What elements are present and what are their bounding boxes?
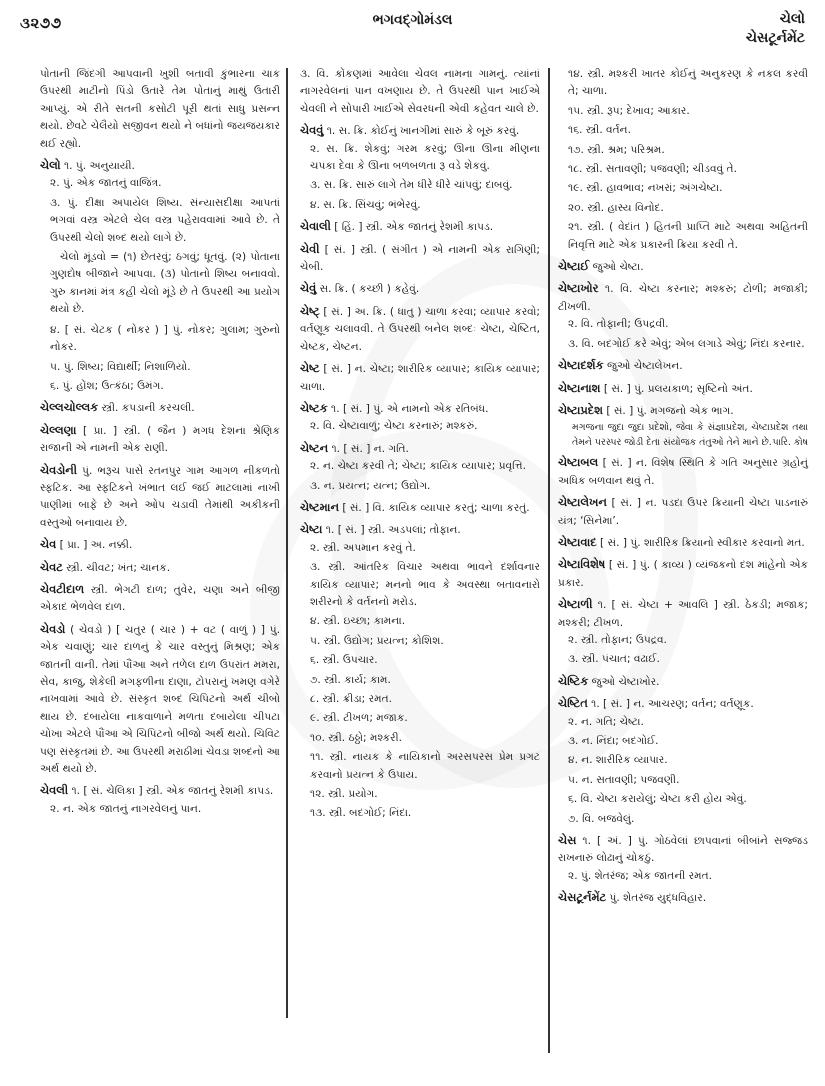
- sense: ૧૦. સ્ત્રી. ઠઠ્ઠો; મશ્કરી.: [310, 731, 402, 744]
- dictionary-entry: [300, 400, 540, 436]
- entry-line: [40, 536, 280, 554]
- headword: ચેષ્ટાપ્રદેશ: [558, 402, 603, 417]
- sense: ૯. સ્ત્રી. ટીખળ; મજાક.: [310, 712, 408, 725]
- sense: ૨૧. સ્ત્રી. ( વેદાંત ) હિતની પ્રાપ્તિ માટે અથવા અહિતની નિવૃત્તિ માટે એક પ્રકારની ક્રિયા કરવી તે.: [568, 221, 808, 251]
- entry-line: [40, 559, 280, 577]
- sense: ૧૬. સ્ત્રી. વર્તન.: [568, 124, 631, 137]
- entry-line: [300, 241, 540, 277]
- sense: ૧૮. સ્ત્રી. સતાવણી; પજવણી; ચીડવવું તે.: [568, 163, 737, 176]
- headword: ચેવલી: [40, 783, 69, 798]
- entry-line: [300, 521, 540, 539]
- headword: ચેસ: [558, 833, 577, 848]
- headword: ચેલ્લણા: [40, 422, 77, 437]
- sense: ૩. પું. દીક્ષા અપાયેલ શિષ્ય. સંન્યાસદીક્ષા આપતાં ભગવાં વસ્ત્ર એટલે ચેલ વસ્ત્ર પહેરાવવામાં આવે છે. તે ઉપરથી ચેલો શબ્દ થયો લાગે છે.: [50, 196, 280, 244]
- sense: ૨. વિ. ચેષ્ટાવાળું; ચેષ્ટા કરનારું; મશ્કરું.: [310, 420, 478, 433]
- dictionary-entry: [300, 241, 540, 277]
- headword: ચેવાલી: [300, 219, 331, 234]
- sense: ૨. ન. એક જાતનું નાગરવેલનું પાન.: [50, 802, 202, 815]
- definition: ૧. [ સં. ] ન. આચરણ; વર્તન; વર્તણૂક.: [591, 698, 754, 711]
- headword: ચેવ: [40, 537, 57, 552]
- entry-continuation: [558, 66, 808, 254]
- entry-line: [40, 621, 280, 779]
- headword: ચેષ્ટાલેખન: [558, 495, 607, 510]
- sense: ૭. વિ. બજવેલું.: [568, 812, 635, 825]
- dictionary-entry: [558, 673, 808, 691]
- definition: [ પ્રા. ] સ્ત્રી. ( જૈન ) મગધ દેશના શ્રેણિક રાજાની એ નામની એક રાણી.: [40, 424, 280, 455]
- dictionary-entry: [558, 258, 808, 276]
- entry-line: [40, 422, 280, 458]
- dictionary-entry: [40, 399, 280, 417]
- dictionary-entry: [300, 280, 540, 298]
- headword: ચેષ્ટાબલ: [558, 455, 599, 470]
- dictionary-entry: [40, 581, 280, 617]
- headword: ચેષ્ટાવાદ: [558, 534, 597, 549]
- definition: સ્ત્રી. ભેગટી દાળ; તુવેર, ચણા અને બીજી એકાદ ભેળવેલ દાળ.: [40, 583, 280, 614]
- definition: ( ચેવડો ) [ ચતુર ( ચાર ) + વટ ( વાળું ) ] પું. એક ચવાણું; ચાર દાળનું કે ચાર વસ્તુનું મિશ્રણ; એક જાતની વાની. તેમાં પૌંઆ અને તળેલ દાળ ઉપરાંત મમરા, સેવ, કાજુ, શેકેલી મગફળીના દાણા, ટોપરાનું ખમણ વગેરે નાખવામાં આવે છે. સંસ્કૃત શબ્દ ચિપિટનો અર્થ ચીબો થાય છે. દબાયેલા નાકવાળાને મળતા દબાયેલા ચીપટા ચોખા એટલે પૌંઆ એ ચિપિટનો બીજો અર્થ થયો. ચિવિટ પણ સંસ્કૃતમાં છે. આ ઉપરથી મરાઠીમાં ચેવડા શબ્દનો આ અર્થ થયો છે.: [40, 623, 280, 776]
- sense: ૧૪. સ્ત્રી. મશ્કરી ખાતર કોઈનું અનુકરણ કે નકલ કરવી તે; ચાળા.: [568, 68, 808, 98]
- headword: ચેષ્ટિક: [558, 673, 589, 688]
- sense: ૨. ન. ગતિ; ચેષ્ટા.: [568, 715, 644, 728]
- column-3: [558, 66, 808, 912]
- headword: ચેષ્ટા: [300, 522, 323, 537]
- dictionary-entry: [558, 889, 808, 907]
- sense: ૧૫. સ્ત્રી. રૂપ; દેખાવ; આકાર.: [568, 104, 690, 117]
- definition: [ સં. ] સ્ત્રી. ( સંગીત ) એ નામની એક રાગિણી; ચેબી.: [300, 243, 540, 274]
- guide-words: [746, 10, 805, 48]
- dictionary-entry: [40, 559, 280, 577]
- entry-line: [300, 400, 540, 418]
- sense: ૮. સ્ત્રી. ક્રીડા; રમત.: [310, 693, 392, 705]
- entry-line: [558, 534, 808, 552]
- dictionary-entry: [558, 695, 808, 828]
- definition: ૧. [ અં. ] પું. ગોઠવેલાં છાપવાનાં બીબાંને સજ્જડ રાખનારું લોઢાનું ચોકઠું.: [558, 835, 808, 865]
- dictionary-entry: [558, 280, 808, 353]
- headword: ચેષ્ટ્: [300, 303, 320, 318]
- dictionary-entry: [300, 122, 540, 214]
- entry-line: [558, 357, 808, 375]
- entry-line: [558, 258, 808, 276]
- idiom: ચેલો મૂંડવો = (૧) છેતરવું; ઠગવું; ધૂતવું. (૨) પોતાના ગુણદોષ બીજાને આપવા. (૩) પોતાનો શિષ્ય બનાવવો. ગુરુ કાનમાં મંત્ર કહી ચેલો મૂંડે છે તે ઉપરથી આ પ્રયોગ થયો છે.: [50, 251, 280, 316]
- guide-word-first: ચેલો: [779, 11, 805, 27]
- definition: ૧. [ સં. ] ન. ગતિ.: [331, 442, 409, 455]
- definition: ૧. [ સં. ચેલિકા ] સ્ત્રી. એક જાતનું રેશમી કાપડ.: [71, 785, 274, 798]
- dictionary-entry: [40, 782, 280, 818]
- sense: ૨. સ્ત્રી. અપમાન કરવું તે.: [310, 541, 416, 554]
- column-divider-right: [548, 68, 550, 1053]
- entry-line: [300, 280, 540, 298]
- definition: [ સં. ] વિ. કાયિક વ્યાપાર કરતું; ચાળા કરતું.: [342, 501, 530, 514]
- dictionary-entry: [300, 360, 540, 396]
- headword: ચેવડો: [40, 621, 66, 636]
- headword: ચેવટ: [40, 559, 63, 574]
- headword: ચેવી: [300, 241, 320, 256]
- dictionary-entry: [40, 462, 280, 533]
- entry-line: [300, 122, 540, 140]
- dictionary-entry: [558, 494, 808, 530]
- dictionary-entry: [558, 556, 808, 592]
- column-divider-left: [286, 68, 288, 1018]
- sense: ૧૧. સ્ત્રી. નાયક કે નાયિકાનો અરસપરસ પ્રેમ પ્રગટ કરવાનો પ્રયત્ન કે ઉપાય.: [310, 751, 540, 781]
- dictionary-entry: [558, 596, 808, 669]
- definition: સ્ત્રી. ચીવટ; ખંત; ચાનક.: [66, 561, 171, 574]
- sense: ૬. વિ. ચેષ્ટા કરાયેલું; ચેષ્ટા કરી હોય એવું.: [568, 793, 747, 806]
- sense: ૨. સ. ક્રિ. શેકવું; ગરમ કરવું; ઊના ઊના મીણના ચપકા દેવા કે ઊના બળબળતા રૂ વડે શેકવું.: [310, 142, 540, 173]
- headword: ચેષ્ટક: [300, 400, 328, 415]
- note-source: પારિ. કોષ: [772, 437, 808, 449]
- headword: ચેસટૂર્નમેંટ: [558, 890, 607, 905]
- dictionary-entry: [558, 534, 808, 552]
- definition: પું. શેતરંજ યુદ્ધવિહાર.: [609, 892, 707, 905]
- definition: સ. ક્રિ. ( કચ્છી ) કહેવું.: [319, 283, 420, 296]
- definition: [ પ્રા. ] અ. નક્કી.: [59, 539, 133, 552]
- sense: ૩. સ. ક્રિ. સારું લાગે તેમ ધીરે ધીરે ચાંપવું; દાબવું.: [310, 179, 513, 192]
- headword: ચેષ્ટાવિશેષ: [558, 557, 606, 572]
- entry-line: [558, 402, 808, 420]
- entry-line: [40, 66, 280, 153]
- sense: ૨. પું. શેતરંજ; એક જાતની રમત.: [568, 869, 712, 882]
- column-1: [40, 66, 280, 822]
- sense: ૨. પું. એક જાતનું વાજિંત્ર.: [50, 177, 162, 190]
- definition: ૧. પું. અનુયાયી.: [63, 160, 135, 173]
- headword: ચેવટીદાળ: [40, 581, 85, 596]
- headword: ચેષ્ટન: [300, 440, 329, 455]
- definition: ૧. [ સં. ચેષ્ટા + આવલિ ] સ્ત્રી. ઠેકડી; મજાક; મશ્કરી; ટીખળ.: [558, 599, 808, 629]
- headword: ચેવવું: [300, 123, 324, 138]
- sense: ૪. ન. શારીરિક વ્યાપાર.: [568, 754, 668, 767]
- entry-line: [40, 157, 280, 175]
- entry-line: [300, 218, 540, 236]
- sense: ૪. સ. ક્રિ. સિંચવું; ભંભેરવું.: [310, 198, 421, 211]
- definition: પોતાની જિંદગી આપવાની ખુશી બતાવી કુંભારના ચાક ઉપરથી માટીનો પિંડો ઉતારે તેમ પોતાનું માથું ઉતારી આપ્યું. એ રીતે સતની કસોટી પૂરી થતાં સાધુ પ્રસન્ન થયો. છેવટે ચેલૈયો સજીવન થયો ને બધાંનો જયજયકાર થઈ રહ્યો.: [40, 68, 280, 150]
- dictionary-entry: [558, 454, 808, 490]
- sense: ૫. સ્ત્રી. ઉદ્યોગ; પ્રયત્ન; કોશિશ.: [310, 634, 444, 647]
- sense: ૩. વિ. બદગોઈ કરે એવું; એબ લગાડે એવું; નિંદા કરનાર.: [568, 337, 805, 350]
- guide-word-last: ચેસટૂર્નમેંટ: [745, 30, 805, 46]
- entry-line: [40, 462, 280, 533]
- sense: ૧૩. સ્ત્રી. બદગોઈ; નિંદા.: [310, 807, 412, 820]
- sense: ૪. સ્ત્રી. ઇચ્છા; કામના.: [310, 615, 406, 628]
- dictionary-entry: [40, 621, 280, 779]
- sense: ૩. સ્ત્રી. પંચાત; વઢાઈ.: [568, 653, 660, 666]
- entry-line: [558, 494, 808, 530]
- dictionary-entry: [558, 380, 808, 398]
- definition: [ સં. ] અ. ક્રિ. ( ધાતુ ) ચાળા કરવા; વ્યાપાર કરવો; વર્તણૂક ચલાવવી. તે ઉપરથી બનેલ શબ્દઃ ચેષ્ટા, ચેષ્ટિત, ચેષ્ટક, ચેષ્ટન.: [300, 305, 540, 353]
- definition: ૧. વિ. ચેષ્ટા કરનાર; મશ્કરું; ટોળી; મજાકી; ટીખળી.: [558, 283, 808, 313]
- note-text: મગજના જુદા જુદા પ્રદેશો, જેવા કે સંજ્ઞાપ્રદેશ, ચેષ્ટાપ્રદેશ તથા તેમને પરસ્પર જોડી દેતા સંયોજક તંતુઓ તેને માને છે.: [572, 422, 808, 449]
- entry-line: [300, 440, 540, 458]
- sense: ૫. પું. શિષ્ય; વિદ્યાર્થી; નિશાળિયો.: [50, 360, 191, 373]
- definition: ૧. [ સં. ] સ્ત્રી. અડપલાં; તોફાન.: [325, 524, 461, 537]
- headword: ચેષ્ટિત: [558, 696, 588, 711]
- entry-line: [40, 399, 280, 417]
- definition: ૧. સ. ક્રિ. કોઈનું ખાનગીમાં સારું કે બૂરું કરવું.: [326, 125, 520, 138]
- sense: ૬. સ્ત્રી. ઉપચાર.: [310, 654, 378, 667]
- entry-line: [300, 303, 540, 356]
- dictionary-entry: [558, 357, 808, 375]
- entry-line: [40, 581, 280, 617]
- definition: [ સં. ] ન. પડદા ઉપર ક્રિયાની ચેષ્ટા પાડનારું યંત્ર; ‘સિનેમા’.: [558, 497, 808, 527]
- sense: ૨૦. સ્ત્રી. હાસ્ય વિનોદ.: [568, 201, 664, 214]
- dictionary-entry: [558, 402, 808, 450]
- headword: ચેષ્ટાનાશ: [558, 380, 601, 395]
- entry-line: [558, 454, 808, 490]
- dictionary-entry: [40, 422, 280, 458]
- sense: ૨. ન. ચેષ્ટા કરવી તે; ચેષ્ટા; કાયિક વ્યાપાર; પ્રવૃત્તિ.: [310, 460, 527, 473]
- running-title: ભગવદ્ગોમંડલ: [372, 12, 453, 28]
- definition: [ હિં. ] સ્ત્રી. એક જાતનું રેશમી કાપડ.: [334, 221, 494, 234]
- headword: ચેલો: [40, 158, 61, 173]
- sense: ૫. ન. સતાવણી; પજવણી.: [568, 773, 680, 786]
- definition: [ સં. ] ન. ચેષ્ટા; શારીરિક વ્યાપાર; કાયિક વ્યાપાર; ચાળા.: [300, 363, 540, 393]
- definition: [ સં. ] પું. મગજનો એક ભાગ.: [606, 404, 734, 417]
- entry-line: [558, 380, 808, 398]
- headword: ચેષ્ટ: [300, 361, 320, 376]
- sense: ૧૨. સ્ત્રી. પ્રયોગ.: [310, 788, 378, 801]
- headword: ચેવું: [300, 281, 317, 296]
- dictionary-entry: [40, 536, 280, 554]
- sense: ૩. સ્ત્રી. આંતરિક વિચાર અથવા ભાવને દર્શાવનાર કાયિક વ્યાપાર; મનનો ભાવ કે અવસ્થા બતાવનારો શરીરનો કે વર્તનનો મરોડ.: [310, 561, 540, 608]
- dictionary-entry: [300, 440, 540, 495]
- headword: ચેષ્ટાખોર: [558, 281, 599, 296]
- page-number: ૩૨૭૭: [20, 14, 62, 32]
- headword: ચેષ્ટમાન: [300, 499, 339, 514]
- definition: જુઓ ચેષ્ટાલેખન.: [606, 360, 683, 373]
- definition: [ સં. ] ન. વિશેષ સ્થિતિ કે ગતિ અનુસાર ગ્રહોનું અધિક બળવાન થવું તે.: [558, 457, 808, 487]
- definition: સ્ત્રી. કપડાની કરચલી.: [101, 402, 195, 415]
- entry-line: [558, 596, 808, 632]
- definition: ૩. વિ. કોંકણમાં આવેલા ચેવલ નામના ગામનું. ત્યાંનાં નાગરવેલનાં પાન વખણાય છે. તે ઉપરથી પાન ખાઈએ ચેવલી ને સોપારી ખાઈએ સેવરધની એવી કહેવત ચાલે છે.: [300, 68, 540, 115]
- sense: ૨. વિ. તોફાની; ઉપદ્રવી.: [568, 318, 669, 331]
- headword: ચેવડોની: [40, 462, 78, 477]
- entry-line: [40, 782, 280, 800]
- quotation-note: [558, 420, 808, 450]
- definition: [ સં. ] પું. શારીરિક ક્રિયાનો સ્વીકાર કરવાનો મત.: [600, 536, 805, 549]
- column-2: [300, 66, 540, 827]
- headword: ચેષ્ટાળી: [558, 597, 593, 612]
- definition: [ સં. ] પું. પ્રલયકાળ; સૃષ્ટિનો અંત.: [603, 382, 753, 395]
- headword: ચેલ્લચોલ્લક: [40, 400, 99, 415]
- sense: ૧૯. સ્ત્રી. હાવભાવ; નખરાં; અંગચેષ્ટા.: [568, 182, 723, 195]
- dictionary-entry: [300, 218, 540, 236]
- sense: ૪. [ સં. ચેટક ( નોકર ) ] પું. નોકર; ગુલામ; ગુરુનો નોકર.: [50, 323, 280, 354]
- dictionary-entry: [300, 303, 540, 356]
- definition: ૧. [ સં. ] પું. એ નામનો એક રતિબંધ.: [331, 402, 489, 415]
- entry-line: [558, 889, 808, 907]
- sense: ૨. સ્ત્રી. તોફાન; ઉપદ્રવ.: [568, 633, 667, 646]
- sense: ૬. પું. હોંશ; ઉત્કંઠા; ઉમંગ.: [50, 379, 164, 392]
- page-header: [0, 0, 825, 62]
- dictionary-entry: [300, 521, 540, 823]
- entry-line: [558, 695, 808, 713]
- entry-line: [558, 280, 808, 316]
- sense: ૭. સ્ત્રી. કાર્ય; કામ.: [310, 673, 391, 686]
- dictionary-entry: [40, 157, 280, 395]
- sense: ૧૭. સ્ત્રી. શ્રમ; પરિશ્રમ.: [568, 143, 665, 156]
- entry-line: [558, 673, 808, 691]
- definition: જુઓ ચેષ્ટા.: [592, 261, 644, 274]
- dictionary-entry: [558, 832, 808, 885]
- sense: ૩. ન. પ્રયત્ન; યત્ન; ઉદ્યોગ.: [310, 479, 431, 492]
- definition: પું. ભરૂચ પાસે રતનપુર ગામ આગળ નીકળતો સ્ફટિક. આ સ્ફટિકને ખંભાત લઈ જઈ માટલામાં નાખી પાણીમાં બાફે છે અને ઓપ ચડાવી તેમાંથી અકીકની વસ્તુઓ બનાવાય છે.: [40, 464, 280, 529]
- entry-line: [558, 556, 808, 592]
- definition: [ સં. ] પું. ( કાવ્ય ) વ્યંજકનો દશ માંહેનો એક પ્રકાર.: [558, 559, 808, 589]
- entry-continuation: [300, 66, 540, 118]
- entry-line: [300, 499, 540, 517]
- entry-line: [300, 360, 540, 396]
- headword: ચેષ્ટાદર્શક: [558, 358, 604, 373]
- entry-line: [558, 832, 808, 868]
- entry-line: [300, 66, 540, 118]
- entry-continuation: [40, 66, 280, 153]
- dictionary-entry: [300, 499, 540, 517]
- sense: ૩. ન. નિંદા; બદગોઈ.: [568, 735, 659, 747]
- definition: જુઓ ચેષ્ટાખોર.: [591, 675, 660, 688]
- headword: ચેષ્ટાઈ: [558, 259, 590, 274]
